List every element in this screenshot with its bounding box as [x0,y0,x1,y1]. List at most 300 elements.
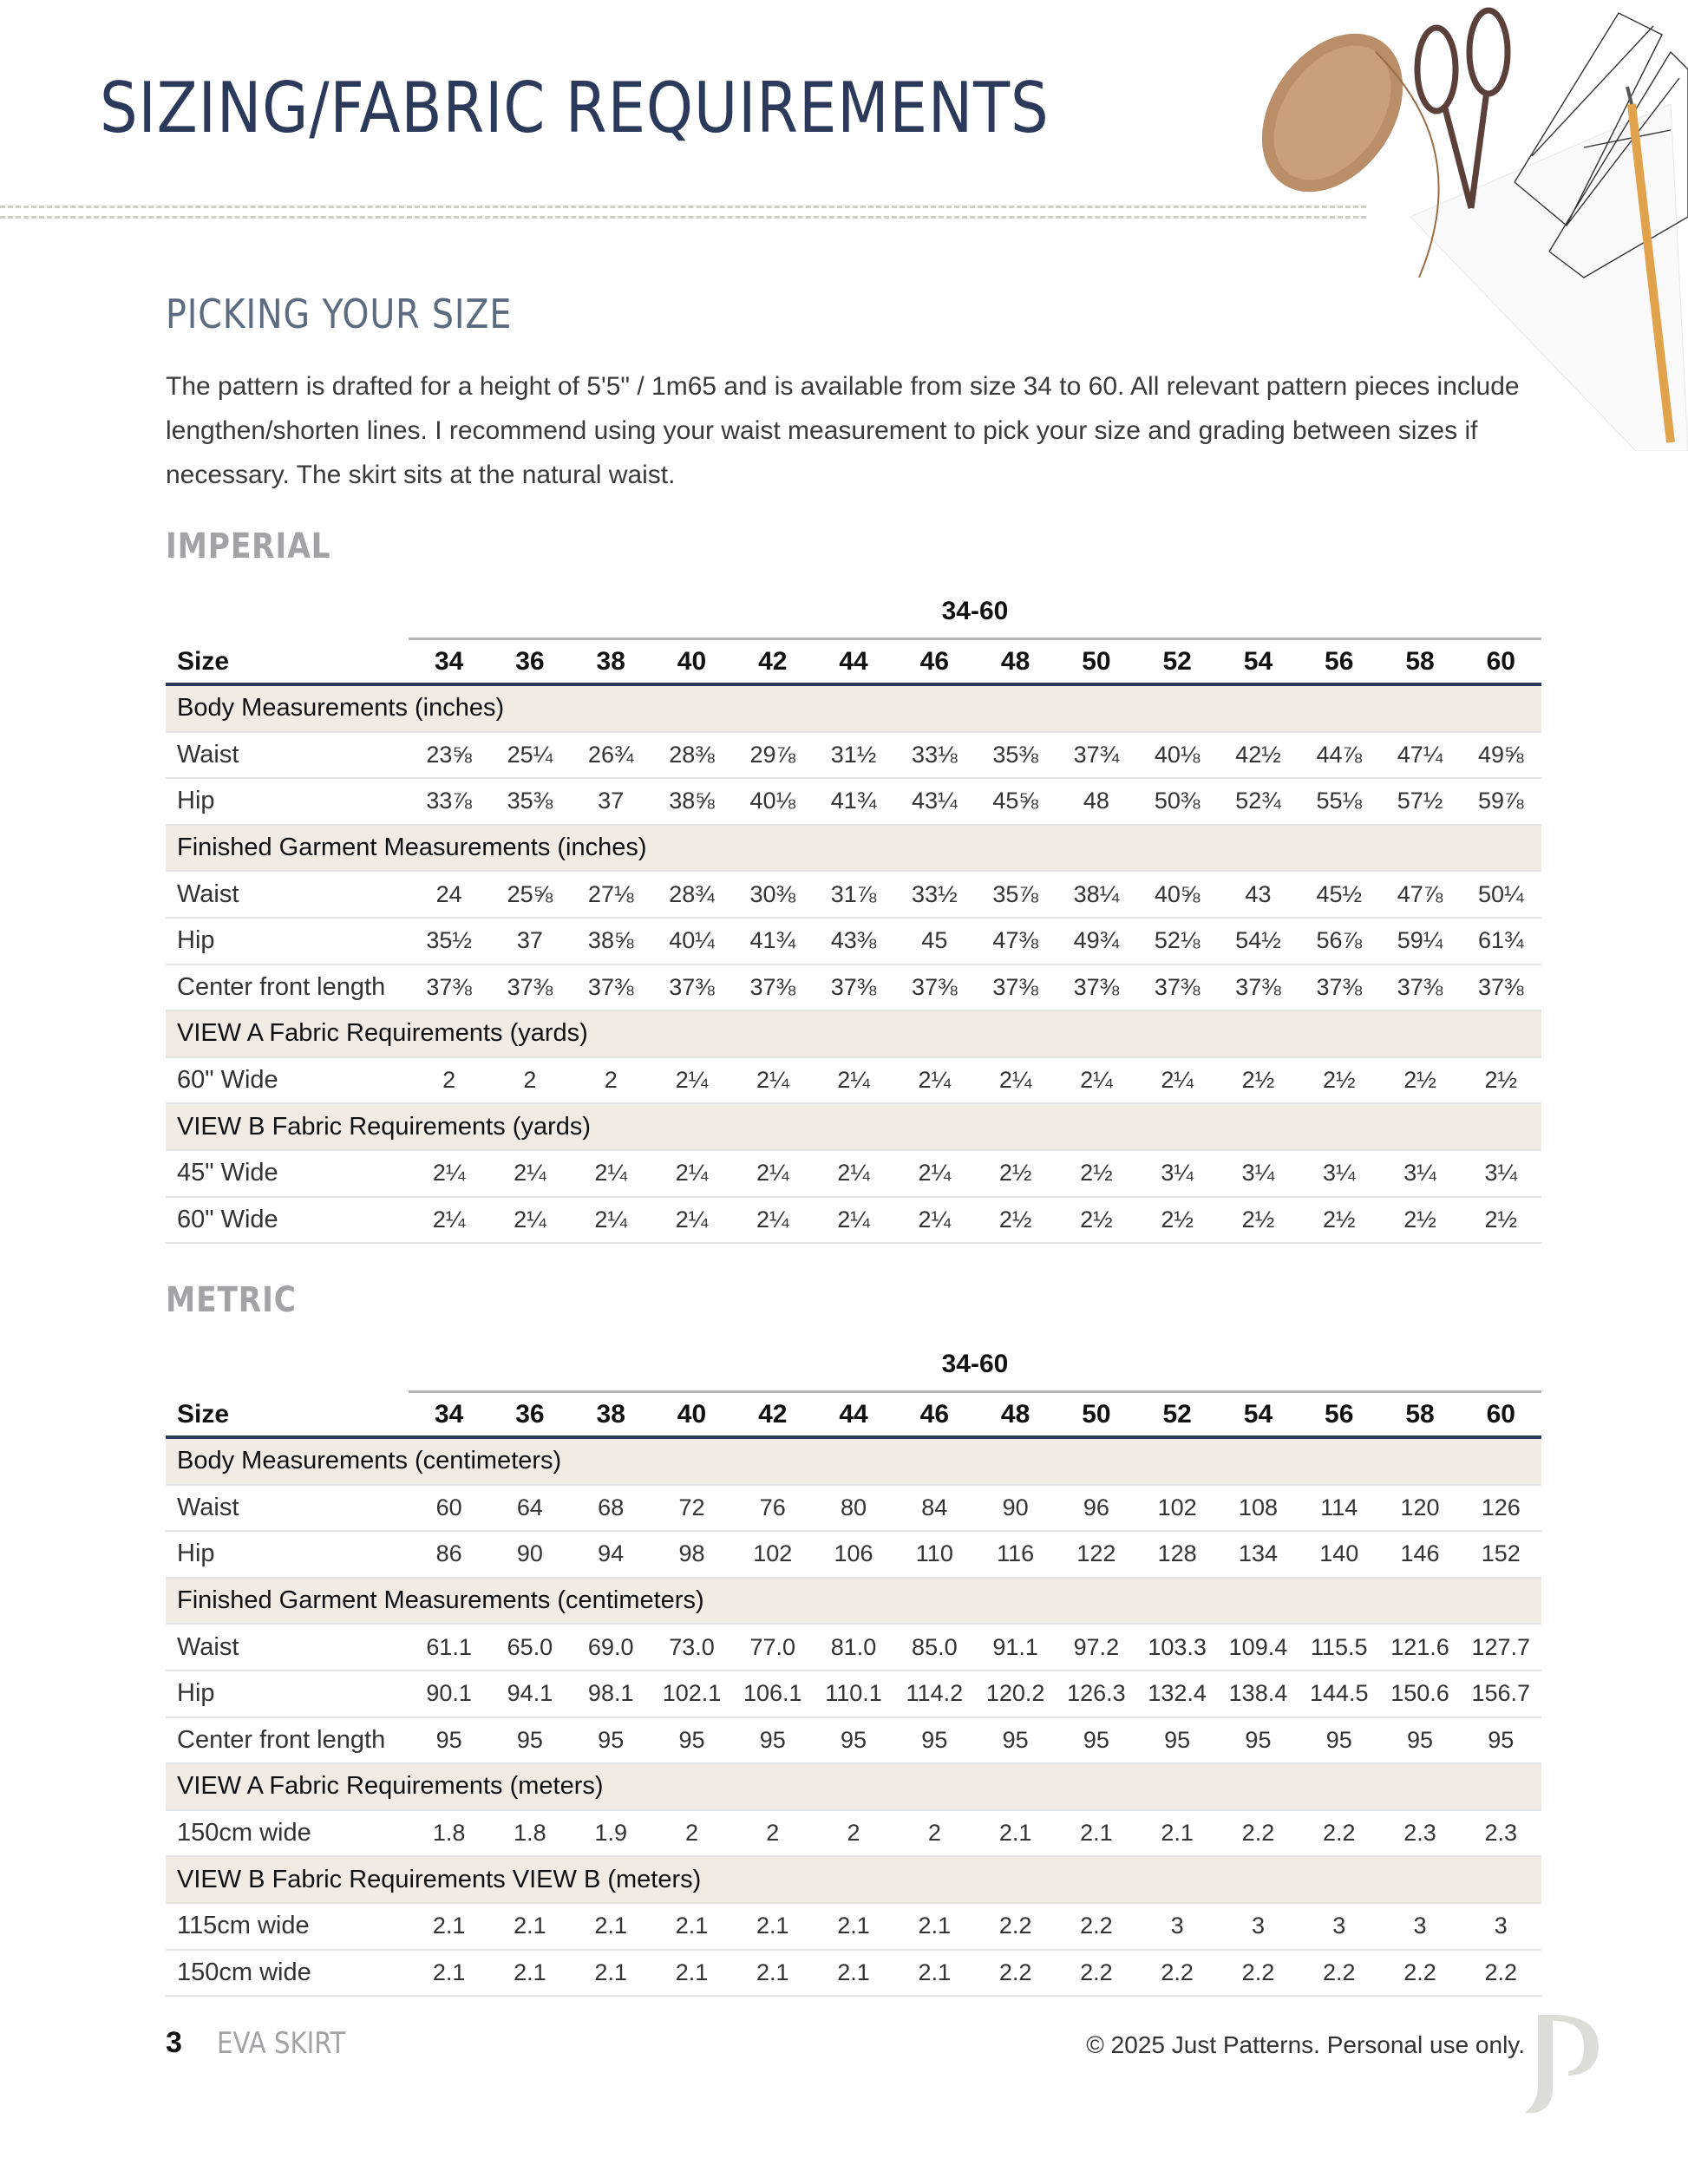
row-label: 150cm wide [177,1958,311,1986]
table-cell: 54½ [1235,927,1281,954]
table-cell: 2¼ [837,1067,870,1094]
table-cell: 37⅜ [1073,973,1120,1000]
table-cell: 2.3 [1484,1820,1518,1847]
table-cell: 31⅞ [830,880,877,907]
table-cell: 28⅜ [669,741,715,768]
group-header-row [166,1011,1541,1058]
table-cell: 52¾ [1235,788,1281,814]
table-cell: 65.0 [507,1633,553,1660]
table-row [166,733,1541,780]
table-cell: 2¼ [1161,1067,1194,1094]
table-cell: 85.0 [912,1633,958,1660]
table-cell: 2.2 [1241,1820,1275,1847]
imperial-heading: IMPERIAL [166,526,331,566]
table-cell: 110 [915,1540,953,1567]
table-cell: 45½ [1316,880,1363,907]
table-cell: 2½ [1484,1067,1518,1094]
table-cell: 150.6 [1390,1680,1449,1707]
table-cell: 3 [1332,1913,1346,1939]
table-cell: 37⅜ [830,973,877,1000]
table-cell: 33½ [912,880,958,907]
table-cell: 95 [435,1726,462,1753]
table-cell: 23⅝ [426,741,472,768]
table-cell: 2.1 [837,1958,870,1985]
table-cell: 2.1 [432,1913,466,1939]
table-cell: 69.0 [587,1633,634,1660]
table-cell: 95 [841,1726,867,1753]
size-column-header: 42 [758,1399,788,1429]
group-header-row [166,1857,1541,1904]
size-column-label: Size [177,646,230,676]
group-title: VIEW B Fabric Requirements VIEW B (meters) [177,1865,702,1893]
table-row [166,919,1541,965]
table-cell: 24 [435,880,462,907]
table-cell: 134 [1238,1540,1278,1567]
table-cell: 2.2 [1484,1958,1518,1985]
table-cell: 3 [1413,1913,1427,1939]
table-cell: 43¼ [912,788,958,814]
table-cell: 95 [1406,1726,1434,1753]
table-cell: 3 [1251,1913,1265,1939]
size-column-header: 56 [1325,1399,1354,1429]
table-cell: 2.1 [998,1820,1032,1847]
section-title-picking-your-size: PICKING YOUR SIZE [166,291,513,337]
size-column-header: 54 [1243,646,1273,676]
table-row [166,872,1541,919]
table-cell: 45⅝ [992,788,1038,814]
table-cell: 2.1 [514,1913,546,1939]
size-range-header [166,597,1541,640]
thread-spool-icon [1233,7,1438,278]
table-cell: 110.1 [825,1680,882,1707]
imperial-size-table [166,597,1541,1244]
table-cell: 37⅜ [507,973,553,1000]
table-cell: 49¾ [1073,927,1120,954]
table-cell: 43⅜ [830,927,877,954]
intro-paragraph: The pattern is drafted for a height of 5'5" / 1m65 and is available from size 34 to 60. All relevant pattern pieces include lengthen/shorten lines. I recommend using your waist measurement to pick your size and grading between sizes if necessary. The skirt sits at the natural waist. [166,372,1520,489]
table-cell: 140 [1319,1540,1359,1567]
table-cell: 116 [997,1540,1035,1567]
table-cell: 3¼ [1484,1160,1518,1187]
table-cell: 2.1 [432,1958,466,1985]
table-cell: 57½ [1397,788,1443,814]
table-cell: 35½ [426,927,472,954]
table-cell: 126.3 [1067,1680,1126,1707]
table-cell: 3¼ [1161,1160,1194,1187]
table-cell: 2¼ [675,1160,709,1187]
table-cell: 31½ [830,741,877,768]
size-column-header: 60 [1486,646,1515,676]
size-column-header: 36 [515,1399,545,1429]
table-cell: 156.7 [1471,1680,1531,1707]
size-column-header: 36 [515,646,545,676]
table-row [166,1625,1541,1671]
table-cell: 95 [1488,1726,1515,1753]
group-title: Body Measurements (centimeters) [177,1447,562,1475]
size-column-header: 52 [1162,1399,1192,1429]
size-column-header: 34 [434,646,464,676]
table-cell: 122 [1076,1540,1116,1567]
table-cell: 2.1 [837,1913,870,1939]
table-cell: 2¼ [594,1160,627,1187]
size-column-header: 48 [1000,1399,1030,1429]
table-cell: 2¼ [675,1067,709,1094]
table-cell: 95 [516,1726,543,1753]
table-cell: 40⅛ [1154,741,1201,768]
table-cell: 91.1 [992,1633,1038,1660]
table-cell: 2.1 [514,1958,546,1985]
table-cell: 2¼ [918,1206,952,1233]
table-cell: 2¼ [756,1206,789,1233]
size-range-rule [409,1390,1541,1393]
table-cell: 2.2 [1080,1913,1113,1939]
table-cell: 2¼ [998,1067,1032,1094]
table-cell: 2½ [998,1206,1032,1233]
table-cell: 108 [1238,1494,1278,1520]
group-title: VIEW B Fabric Requirements (yards) [177,1112,592,1141]
table-cell: 68 [598,1494,625,1520]
table-cell: 37¾ [1073,741,1120,768]
size-column-label: Size [177,1399,230,1429]
size-column-header: 40 [677,1399,707,1429]
group-header-row [166,1104,1541,1151]
table-cell: 3¼ [1403,1160,1436,1187]
row-label: Waist [177,740,239,768]
group-title: VIEW A Fabric Requirements (meters) [177,1772,604,1801]
table-cell: 2¼ [514,1206,546,1233]
table-cell: 2.1 [1161,1820,1194,1847]
row-label: Waist [177,1632,239,1661]
table-row [166,1671,1541,1718]
table-row [166,1532,1541,1579]
table-cell: 98 [678,1540,705,1567]
size-column-header: 46 [919,646,950,676]
jp-logo-icon [1499,2011,1612,2115]
table-cell: 37 [598,788,625,814]
group-header-row [166,1764,1541,1811]
table-cell: 2½ [1241,1206,1275,1233]
size-column-header: 58 [1405,646,1435,676]
table-cell: 2¼ [918,1067,952,1094]
table-cell: 127.7 [1471,1633,1531,1660]
table-cell: 2¼ [756,1067,789,1094]
table-cell: 106.1 [743,1680,802,1707]
pattern-name: EVA SKIRT [217,2026,346,2061]
table-cell: 59⅞ [1478,788,1524,814]
group-title: Body Measurements (inches) [177,694,505,723]
table-cell: 81.0 [830,1633,877,1660]
row-label: Hip [177,926,215,955]
table-cell: 2¼ [756,1160,789,1187]
table-cell: 2¼ [432,1206,466,1233]
table-cell: 2½ [1080,1206,1113,1233]
table-cell: 40¼ [669,927,715,954]
table-cell: 2½ [1241,1067,1275,1094]
table-cell: 98.1 [587,1680,634,1707]
size-range-label: 34-60 [941,1350,1009,1378]
table-cell: 1.8 [432,1820,466,1847]
table-cell: 38¼ [1073,880,1120,907]
table-cell: 45 [921,927,948,954]
table-cell: 43 [1245,880,1272,907]
row-label: 45" Wide [177,1159,278,1187]
group-title: Finished Garment Measurements (centimeters) [177,1586,704,1615]
table-row [166,965,1541,1012]
size-column-header: 44 [839,1399,868,1429]
table-cell: 37⅜ [992,973,1038,1000]
table-cell: 80 [841,1494,867,1520]
row-label: Center front length [177,972,386,1001]
table-cell: 30⅜ [749,880,796,907]
copyright-notice: © 2025 Just Patterns. Personal use only. [1086,2031,1525,2058]
table-cell: 37⅜ [669,973,715,1000]
table-cell: 41¾ [830,788,877,814]
row-label: Waist [177,1493,239,1521]
table-cell: 2.2 [998,1958,1032,1985]
size-range-rule [409,638,1541,640]
table-cell: 2.3 [1403,1820,1436,1847]
row-label: 60" Wide [177,1066,278,1095]
table-cell: 72 [678,1494,705,1520]
table-cell: 47¼ [1397,741,1443,768]
table-cell: 2.1 [1080,1820,1113,1847]
table-cell: 109.4 [1228,1633,1288,1660]
table-cell: 2.2 [1161,1958,1194,1985]
size-column-header: 38 [596,1399,625,1429]
size-column-header: 60 [1486,1399,1515,1429]
table-cell: 42½ [1235,741,1281,768]
table-cell: 48 [1083,788,1109,814]
table-cell: 2¼ [432,1160,466,1187]
table-cell: 2¼ [1080,1067,1113,1094]
table-cell: 77.0 [749,1633,796,1660]
table-cell: 2¼ [514,1160,546,1187]
size-column-header: 50 [1082,646,1111,676]
table-cell: 37 [516,927,543,954]
table-cell: 94 [598,1540,625,1567]
table-cell: 2 [766,1820,780,1847]
row-label: 150cm wide [177,1819,311,1847]
table-cell: 86 [435,1540,462,1567]
table-cell: 38⅝ [669,788,715,814]
table-cell: 56⅞ [1316,927,1363,954]
table-cell: 55⅛ [1316,788,1363,814]
row-label: 60" Wide [177,1205,278,1233]
table-cell: 120 [1400,1494,1440,1520]
group-title: Finished Garment Measurements (inches) [177,834,647,862]
table-cell: 38⅝ [587,927,634,954]
table-cell: 114 [1320,1494,1358,1520]
row-label: Waist [177,879,239,908]
table-row [166,779,1541,826]
size-column-header: 42 [758,646,788,676]
table-cell: 2¼ [594,1206,627,1233]
table-row [166,1151,1541,1198]
table-cell: 2.2 [1322,1958,1356,1985]
size-range-label: 34-60 [941,597,1009,625]
table-cell: 115.5 [1310,1633,1368,1660]
table-cell: 52⅛ [1154,927,1201,954]
table-cell: 2 [604,1067,618,1094]
table-cell: 3 [1170,1913,1184,1939]
table-cell: 49⅝ [1478,741,1524,768]
table-row [166,1486,1541,1533]
size-column-header: 48 [1000,646,1030,676]
table-cell: 59¼ [1397,927,1443,954]
table-cell: 64 [516,1494,543,1520]
table-cell: 2.1 [675,1913,709,1939]
table-cell: 2 [523,1067,537,1094]
table-cell: 50⅜ [1154,788,1201,814]
table-cell: 95 [921,1726,948,1753]
table-cell: 97.2 [1073,1633,1120,1660]
table-cell: 2½ [1322,1206,1356,1233]
size-header-row [166,640,1541,686]
table-cell: 35⅞ [992,880,1038,907]
table-cell: 102 [1157,1494,1197,1520]
table-cell: 60 [435,1494,462,1520]
group-header-row [166,1439,1541,1486]
table-cell: 95 [1164,1726,1191,1753]
table-cell: 37⅜ [1397,973,1443,1000]
table-cell: 126 [1481,1494,1521,1520]
table-cell: 37⅜ [1478,973,1524,1000]
row-label: Hip [177,787,215,815]
table-cell: 2½ [998,1160,1032,1187]
table-cell: 95 [1083,1726,1109,1753]
group-title: VIEW A Fabric Requirements (yards) [177,1019,588,1048]
table-row [166,1718,1541,1765]
size-column-header: 46 [919,1399,950,1429]
table-cell: 96 [1083,1494,1109,1520]
size-column-header: 54 [1243,1399,1273,1429]
table-cell: 2.2 [998,1913,1032,1939]
table-cell: 95 [1325,1726,1352,1753]
table-cell: 102.1 [662,1680,722,1707]
table-cell: 95 [598,1726,625,1753]
size-column-header: 44 [839,646,868,676]
table-cell: 25⅝ [507,880,553,907]
size-column-header: 58 [1405,1399,1435,1429]
table-cell: 90 [1002,1494,1029,1520]
table-cell: 90.1 [426,1680,472,1707]
table-cell: 2 [684,1820,698,1847]
table-cell: 2¼ [675,1206,709,1233]
table-cell: 152 [1481,1540,1521,1567]
scissors-icon [1417,10,1508,208]
table-cell: 2½ [1484,1206,1518,1233]
table-cell: 26¾ [587,741,634,768]
table-row [166,1058,1541,1105]
table-cell: 2 [442,1067,456,1094]
table-cell: 146 [1400,1540,1440,1567]
table-cell: 2¼ [837,1160,870,1187]
table-cell: 2.1 [675,1958,709,1985]
table-cell: 95 [678,1726,705,1753]
table-cell: 35⅜ [992,741,1038,768]
table-cell: 3¼ [1322,1160,1356,1187]
table-row [166,1811,1541,1858]
table-cell: 2½ [1322,1067,1356,1094]
row-label: Hip [177,1679,215,1708]
table-cell: 90 [516,1540,543,1567]
table-cell: 2.2 [1403,1958,1436,1985]
table-cell: 3¼ [1241,1160,1275,1187]
size-column-header: 50 [1082,1399,1111,1429]
table-row [166,1198,1541,1245]
size-header-row [166,1393,1541,1439]
table-cell: 28¾ [669,880,715,907]
table-cell: 121.6 [1390,1633,1449,1660]
table-cell: 114.2 [906,1680,964,1707]
table-cell: 2.2 [1322,1820,1356,1847]
size-column-header: 40 [677,646,707,676]
table-cell: 47⅜ [992,927,1038,954]
size-column-header: 56 [1325,646,1354,676]
table-cell: 37⅜ [1316,973,1363,1000]
table-cell: 1.8 [514,1820,546,1847]
table-cell: 76 [759,1494,786,1520]
table-cell: 29⅞ [749,741,796,768]
table-cell: 1.9 [594,1820,627,1847]
table-row [166,1951,1541,1998]
table-row [166,1904,1541,1951]
table-cell: 37⅜ [912,973,958,1000]
table-cell: 2.2 [1080,1958,1113,1985]
table-cell: 2.2 [1241,1958,1275,1985]
table-cell: 40⅛ [749,788,796,814]
group-header-row [166,686,1541,733]
table-cell: 3 [1494,1913,1508,1939]
table-cell: 44⅞ [1316,741,1363,768]
metric-size-table [166,1350,1541,1997]
table-cell: 25¼ [507,741,553,768]
table-cell: 2.1 [594,1913,627,1939]
size-column-header: 38 [596,646,625,676]
group-header-row [166,826,1541,873]
metric-heading: METRIC [166,1280,297,1320]
table-cell: 37⅜ [1154,973,1201,1000]
table-cell: 2 [927,1820,941,1847]
table-cell: 2.1 [918,1958,952,1985]
table-cell: 2½ [1080,1160,1113,1187]
page-number: 3 [166,2026,182,2059]
table-cell: 2.1 [756,1913,789,1939]
table-cell: 132.4 [1148,1680,1207,1707]
table-cell: 47⅞ [1397,880,1443,907]
table-cell: 84 [921,1494,948,1520]
table-cell: 35⅜ [507,788,553,814]
table-cell: 94.1 [507,1680,553,1707]
table-cell: 50¼ [1478,880,1524,907]
table-cell: 37⅜ [749,973,796,1000]
table-cell: 41¾ [749,927,796,954]
group-header-row [166,1579,1541,1625]
table-cell: 2¼ [918,1160,952,1187]
table-cell: 27⅛ [587,880,634,907]
table-cell: 33⅛ [912,741,958,768]
table-cell: 2 [847,1820,860,1847]
table-cell: 128 [1157,1540,1197,1567]
row-label: Center front length [177,1725,386,1754]
table-cell: 2½ [1403,1206,1436,1233]
size-range-header [166,1350,1541,1393]
row-label: Hip [177,1540,215,1568]
table-cell: 2½ [1403,1067,1436,1094]
table-cell: 95 [1245,1726,1272,1753]
table-cell: 144.5 [1309,1680,1369,1707]
table-cell: 2.1 [594,1958,627,1985]
